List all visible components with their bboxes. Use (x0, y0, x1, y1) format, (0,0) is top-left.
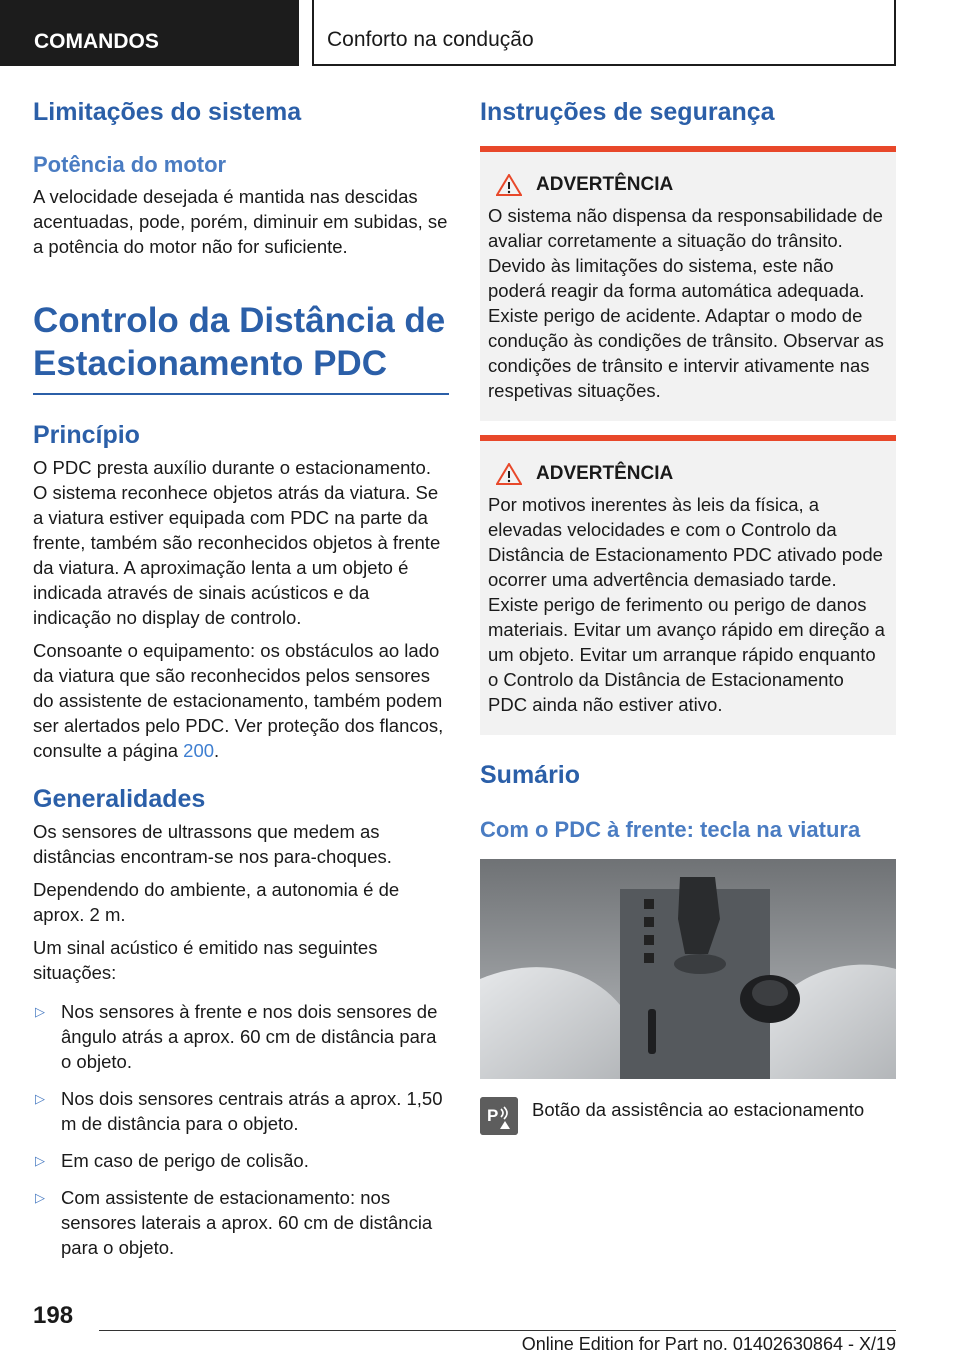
footer-divider (99, 1330, 896, 1331)
page-number: 198 (33, 1302, 74, 1329)
svg-text:P: P (487, 1106, 499, 1125)
chapter-tab: Conforto na condução (312, 0, 896, 66)
heading-safety: Instruções de segurança (480, 98, 775, 126)
left-column (33, 96, 449, 1260)
bullet-text: Com assistente de estacionamento: nos sensores laterais a aprox. 60 cm de distância para o objeto. (61, 1187, 433, 1258)
paragraph-principle-2 (33, 638, 449, 763)
park-assist-button-icon (480, 1097, 518, 1135)
warning-title: ADVERTÊNCIA (536, 463, 674, 484)
paragraph-general-3: Um sinal acústico é emitido nas seguintes situações: (33, 937, 378, 983)
bullet-text: Em caso de perigo de colisão. (61, 1150, 309, 1171)
bullet-text: Nos sensores à frente e nos dois sensores de ângulo atrás a aprox. 60 cm de distância para o objeto. (61, 1001, 438, 1072)
caption-row (480, 1097, 896, 1135)
warning-title: ADVERTÊNCIA (536, 174, 674, 195)
principle-2-text: Consoante o equipamento: os obstáculos ao lado da viatura que são reconhecidos pelos sensores do assistente de estacionamento, também podem ser alertados pelo PDC. Ver proteção dos flancos, consulte a página (33, 640, 444, 761)
warning-header (496, 461, 888, 486)
paragraph-general-2: Dependendo do ambiente, a autonomia é de aprox. 2 m. (33, 879, 400, 925)
warning-box (480, 146, 896, 421)
section-tab: COMANDOS (0, 0, 299, 66)
warning-text: Por motivos inerentes às leis da física, a elevadas velocidades e com o Controlo da Distância de Estacionamento PDC ativado pode ocorrer uma advertência demasiado tarde. Existe perigo de ferimento ou perigo de danos materiais. Evitar um avanço rápido em direção a um objeto. Evitar um arranque rápido enquanto o Controlo da Distância de Estacionamento PDC ainda não estiver ativo. (488, 494, 885, 715)
page-link-200[interactable]: 200 (183, 740, 215, 761)
warning-triangle-icon (496, 174, 522, 196)
bullet-triangle-icon: ▷ (35, 1190, 45, 1205)
bullet-triangle-icon: ▷ (35, 1004, 45, 1019)
footer-edition: Online Edition for Part no. 01402630864 - X/19 (521, 1334, 896, 1354)
bullet-triangle-icon: ▷ (35, 1091, 45, 1106)
warning-triangle-icon (496, 463, 522, 485)
bullet-triangle-icon: ▷ (35, 1153, 45, 1168)
photo-caption: Botão da assistência ao estacionamento (532, 1099, 865, 1120)
heading-engine-power: Potência do motor (33, 152, 227, 177)
bullet-text: Nos dois sensores centrais atrás a aprox. 1,50 m de distância para o objeto. (61, 1088, 443, 1134)
principle-2-end: . (214, 740, 220, 761)
warning-header (496, 172, 888, 197)
list-item (33, 1086, 449, 1136)
center-console-photo (480, 859, 896, 1079)
heading-summary: Sumário (480, 761, 581, 789)
paragraph-engine-power: A velocidade desejada é mantida nas descidas acentuadas, pode, porém, diminuir em subidas, se a potência do motor não for suficiente. (33, 186, 448, 257)
section-title-pdc: Controlo da Distância de Estacionamento PDC (33, 299, 449, 395)
heading-general: Generalidades (33, 785, 206, 813)
list-item (33, 1148, 449, 1173)
heading-principle: Princípio (33, 421, 140, 449)
right-column (480, 96, 896, 1135)
warning-text: O sistema não dispensa da responsabilidade de avaliar corretamente a situação do trânsito. Devido às limitações do sistema, este não poderá reagir da forma automática adequada. Existe perigo de acidente. Adaptar o modo de condução às condições de trânsito. Observar as condições de trânsito e intervir ativamente nas respetivas situações. (488, 205, 884, 401)
paragraph-general-1: Os sensores de ultrassons que medem as distâncias encontram-se nos para-choques. (33, 821, 392, 867)
warning-box (480, 435, 896, 735)
list-item (33, 1185, 449, 1260)
list-item (33, 999, 449, 1074)
paragraph-principle-1: O PDC presta auxílio durante o estacionamento. O sistema reconhece objetos atrás da viatura. Se a viatura estiver equipada com PDC na parte da frente, também são reconhecidos objetos à frente da viatura. A aproximação lenta a um objeto é indicada através de sinais acústicos e da indicação no display de controlo. (33, 457, 441, 628)
heading-front-pdc: Com o PDC à frente: tecla na viatura (480, 817, 861, 842)
heading-system-limits: Limitações do sistema (33, 98, 302, 126)
page-header (0, 0, 960, 66)
